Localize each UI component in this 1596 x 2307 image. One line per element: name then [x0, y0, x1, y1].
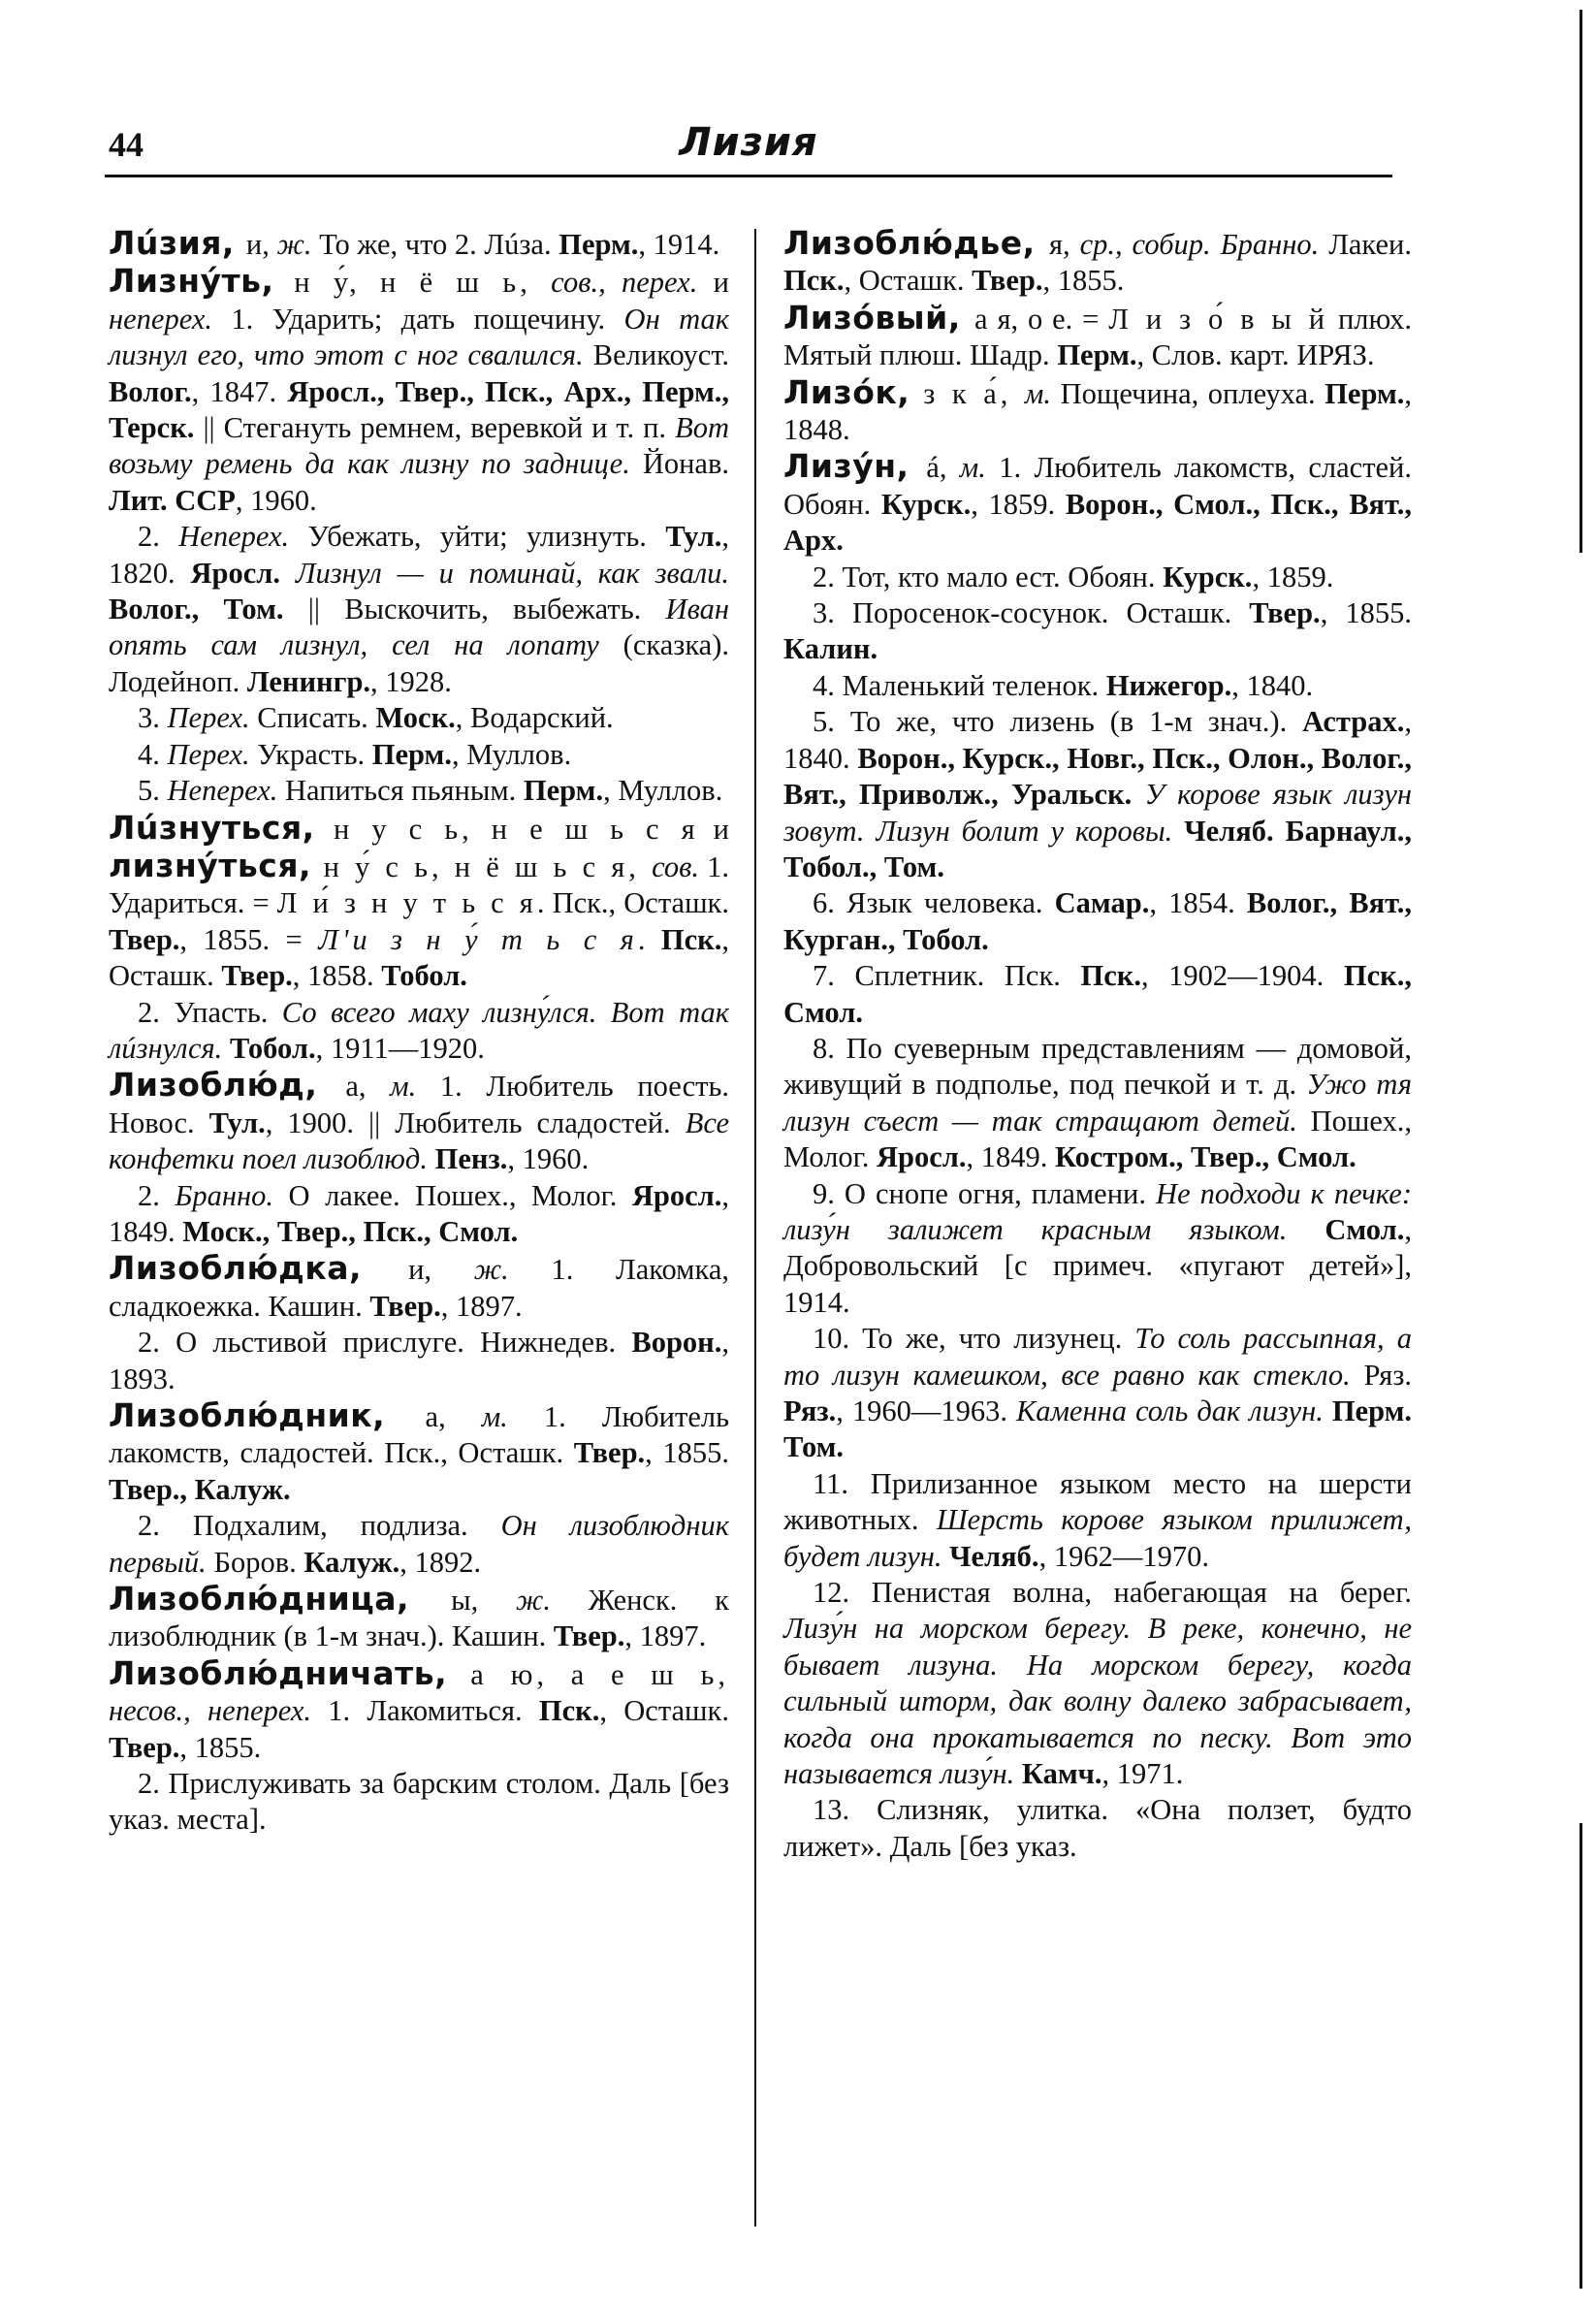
entry-text: . — [637, 922, 661, 956]
entry-text: 13. Слизняк, улитка. «Она ползет, будто лижет». Даль [без указ. — [783, 1793, 1412, 1863]
entry-text: , 1848. — [783, 376, 1412, 447]
headword: Лизо́к, — [783, 372, 924, 411]
entry-text: Лизу́н на морском берегу. В реке, конечно, не бывает лизуна. На морском берегу, когда сильный шторм, дак волну далеко забрасывает, когда она прокатывается по песку. Вот это называется лизу́н. — [783, 1612, 1412, 1791]
dictionary-entry — [783, 885, 1412, 958]
dictionary-entry — [783, 958, 1412, 1031]
entry-text: , Добровольский [с примеч. «пугают детей»], 1914. — [783, 1212, 1413, 1319]
entry-text — [1014, 1757, 1022, 1790]
entry-text: , Осташк. — [844, 264, 973, 298]
entry-text: м. — [959, 451, 986, 485]
headword: Лизу́н, — [783, 447, 927, 486]
entry-text: Волог., Том. — [109, 593, 284, 626]
page-header — [105, 114, 1392, 177]
entry-text: , 1859. — [971, 487, 1066, 521]
entry-text: 2. Прислуживать за барским столом. Даль [без указ. места]. — [109, 1767, 729, 1837]
dictionary-entry — [109, 1397, 729, 1508]
entry-text: Пощечина, оплеуха. — [1051, 376, 1325, 410]
page-number: 44 — [109, 125, 144, 164]
entry-text: Перех. — [167, 737, 250, 771]
entry-text: Пск. — [1080, 959, 1141, 993]
entry-text: Он лизоблюдник первый. — [109, 1509, 729, 1579]
entry-text: , 1960—1963. — [836, 1394, 1016, 1427]
entry-text: , 1855. — [1042, 264, 1125, 298]
entry-text: Пск. — [660, 922, 722, 956]
entry-text: Твер. — [1249, 596, 1321, 630]
dictionary-entry — [109, 810, 729, 995]
dictionary-entry — [783, 1575, 1412, 1792]
entry-text: 2. — [138, 520, 179, 554]
entry-text: Пск. — [783, 264, 845, 298]
entry-text: Тобол. — [229, 1031, 316, 1065]
dictionary-entry — [783, 448, 1412, 559]
entry-text: Убежать, уйти; улизнуть. — [289, 520, 666, 554]
dictionary-entry — [783, 1466, 1412, 1575]
entry-text: Шерсть корове языком прилижет, будет лизун. — [783, 1503, 1412, 1573]
dictionary-entry — [783, 704, 1412, 885]
entry-text: , 1855. = — [179, 922, 319, 956]
entry-text: , 1847. — [191, 374, 288, 408]
entry-text: Перм. — [559, 228, 639, 261]
entry-text: и, — [408, 1253, 474, 1287]
dictionary-entry — [783, 595, 1412, 668]
headword: Лизо́вый, — [783, 298, 975, 336]
running-head: Лизия — [679, 120, 818, 165]
entry-text: , Осташк. — [109, 922, 730, 993]
headword: Лизоблю́дничать, — [109, 1653, 471, 1692]
entry-text: 12. Пенистая волна, набегающая на берег. — [813, 1576, 1412, 1610]
dictionary-entry — [783, 1792, 1412, 1865]
entry-text: Неперех. — [178, 520, 290, 554]
entry-text: неперех. — [109, 302, 213, 336]
entry-text: , 1914. — [638, 228, 720, 261]
dictionary-entry — [783, 225, 1412, 300]
entry-text: Напиться пьяным. — [277, 774, 524, 808]
entry-text: 2. Упасть. — [138, 995, 282, 1029]
entry-text: á, — [926, 451, 960, 485]
headword: Лúзия, — [109, 224, 246, 262]
entry-text: Волог., Вят., Курган., Тобол. — [783, 886, 1413, 956]
entry-text — [1324, 1394, 1332, 1427]
entry-text: У корове язык лизун зовут. Лизун болит у коровы. — [783, 778, 1413, 848]
entry-text: Твер. — [109, 1730, 180, 1764]
scan-edge-mark — [1580, 10, 1582, 553]
entry-text: Твер. — [972, 264, 1043, 298]
entry-text: || Стегануть ремнем, веревкой и т. п. — [194, 411, 676, 445]
entry-text: 1. Удариться. = — [109, 849, 729, 920]
entry-text: Курск. — [880, 487, 972, 521]
entry-text: 11. Прилизанное языком место на шерсти животных. — [783, 1466, 1412, 1537]
entry-text: ы, — [451, 1584, 517, 1618]
entry-text: , 1962—1970. — [1038, 1539, 1209, 1573]
dictionary-entry — [783, 300, 1412, 374]
dictionary-entry — [109, 1508, 729, 1581]
entry-text: и, — [245, 228, 277, 261]
entry-text: 1. Лакомиться. — [311, 1694, 539, 1728]
entry-text: Л и з о́ в ы й — [1108, 302, 1329, 336]
right-column — [783, 225, 1412, 1865]
entry-text: Все конфетки поел лизоблюд. — [109, 1105, 730, 1176]
entry-text: , 1855. — [1320, 596, 1412, 630]
headword: Лизоблю́дка, — [109, 1249, 409, 1288]
entry-text: Тобол. — [381, 959, 467, 993]
entry-text: Твер. — [109, 922, 180, 956]
entry-text: 4. Маленький теленок. — [813, 668, 1106, 702]
entry-text: Со всего маху лизну́лся. Вот так лúзнулся. — [109, 995, 729, 1065]
entry-text: , 1971. — [1101, 1757, 1184, 1791]
entry-text: , 1897. — [440, 1289, 523, 1323]
headword: лизну́ться, — [109, 846, 324, 884]
entry-text: , 1960. — [507, 1142, 590, 1176]
entry-text: м. — [481, 1400, 508, 1433]
dictionary-entry — [109, 1766, 729, 1839]
entry-text: Камч. — [1021, 1757, 1102, 1791]
entry-text: 5. — [138, 774, 168, 808]
entry-text: Ленингр. — [246, 664, 371, 698]
entry-text: , 1849. — [109, 1178, 730, 1248]
dictionary-entry — [109, 737, 729, 773]
entry-text: Твер. — [553, 1619, 625, 1653]
entry-text — [1172, 815, 1184, 848]
entry-text: , Водарский. — [455, 701, 614, 735]
entry-text: 1. Любитель лакомств, сладостей. Пск., Осташк. — [109, 1400, 729, 1470]
entry-text — [428, 1142, 435, 1175]
entry-text: я, — [1048, 228, 1080, 261]
entry-text: Украсть. — [249, 737, 372, 771]
entry-text: 1. Ударить; дать пощечину. — [212, 302, 624, 336]
entry-text: , Муллов. — [603, 774, 723, 808]
dictionary-entry — [109, 995, 729, 1068]
entry-text: 1. Любитель лакомств, сластей. Обоян. — [783, 451, 1413, 521]
entry-text: Лакеи. — [1319, 228, 1412, 261]
dictionary-entry — [109, 700, 729, 736]
entry-text: ж. — [276, 228, 312, 261]
dictionary-entry — [783, 374, 1412, 449]
entry-text: Пск., Смол. — [783, 959, 1412, 1029]
entry-text: Бранно. — [175, 1178, 274, 1212]
dictionary-entry — [783, 560, 1412, 595]
entry-text — [1287, 1213, 1325, 1246]
entry-text: Тул. — [665, 520, 722, 554]
entry-text: и — [698, 812, 729, 846]
entry-text: 3. — [138, 701, 168, 735]
entry-text: 2. Подхалим, подлиза. — [138, 1509, 501, 1543]
headword: Лизоблю́дье, — [783, 224, 1049, 262]
entry-text: , 1911—1920. — [315, 1031, 485, 1065]
entry-text: 9. О снопе огня, пламени. — [813, 1176, 1157, 1210]
entry-text: Волог. — [109, 374, 192, 408]
dictionary-entry — [783, 668, 1412, 704]
entry-text: и — [697, 266, 729, 300]
headword: Лизоблю́дник, — [109, 1396, 426, 1434]
entry-text: Самар. — [1054, 886, 1150, 920]
entry-text: 3. Поросенок-сосунок. Осташк. — [813, 596, 1250, 630]
entry-text: а, — [345, 1070, 391, 1104]
entry-text: Яросл. — [190, 556, 280, 590]
entry-text: 7. Сплетник. Пск. — [813, 959, 1081, 993]
entry-text: Ужо тя лизун съест — так стращают детей. — [783, 1068, 1412, 1137]
entry-text: м. — [390, 1070, 417, 1104]
entry-text: , 1900. || Любитель сладостей. — [265, 1105, 686, 1139]
entry-text: Яросл. — [877, 1140, 967, 1174]
entry-text: Пск. — [538, 1694, 600, 1728]
entry-text: Ворон., Смол., Пск., Вят., Арх. — [783, 487, 1412, 558]
entry-text: 8. По суеверным представлениям — домовой, живущий в подполье, под печкой и т. д. — [783, 1031, 1412, 1102]
entry-text: сов., перех. — [551, 266, 698, 300]
dictionary-entry — [109, 1325, 729, 1397]
entry-text: , 1858. — [292, 959, 382, 993]
entry-text: Перм. — [371, 737, 452, 771]
entry-text: Перм. — [523, 774, 604, 808]
left-column — [109, 225, 729, 1839]
entry-text: , Осташк. — [599, 1694, 729, 1728]
entry-text: 4. — [138, 737, 168, 771]
entry-text: Астрах. — [1302, 705, 1405, 739]
entry-text: 5. То же, что лизень (в 1-м знач.). — [813, 705, 1303, 739]
dictionary-entry — [783, 1321, 1412, 1466]
entry-text: Перех. — [167, 701, 250, 735]
entry-text — [1132, 778, 1144, 811]
entry-text: Твер. — [221, 959, 293, 993]
entry-text: Не подходи к печке: лизу́н залижет красным языком. — [783, 1176, 1412, 1246]
entry-text: Пенз. — [434, 1142, 508, 1176]
entry-text — [222, 1032, 230, 1065]
entry-text: , 1854. — [1149, 886, 1247, 920]
entry-text: (сказка). Лодейноп. — [109, 628, 729, 698]
headword: Лизну́ть, — [109, 262, 295, 301]
entry-text: , Муллов. — [451, 737, 572, 771]
entry-text: , 1897. — [624, 1619, 707, 1653]
entry-text: 2. О льстивой прислуге. Нижнедев. — [138, 1326, 632, 1360]
entry-text: м. — [1024, 376, 1052, 410]
entry-text: 2. Тот, кто мало ест. Обоян. — [813, 560, 1164, 593]
entry-text: Ряз. — [1350, 1358, 1412, 1392]
dictionary-entry — [109, 263, 729, 519]
entry-text: Вот возьму ремень да как лизну по заднице. — [109, 411, 729, 481]
entry-text: Он так лизнул его, что этот с ног свалился. — [109, 302, 729, 372]
dictionary-entry — [109, 1178, 729, 1251]
dictionary-entry — [109, 773, 729, 809]
entry-text: Калуж. — [303, 1545, 400, 1579]
entry-text: Женск. к лизоблюдник (в 1-м знач.). Кашин. — [109, 1584, 729, 1653]
entry-text: Перм. — [1325, 376, 1405, 410]
entry-text: 1. Любитель поесть. Новос. — [109, 1070, 729, 1139]
entry-text: а я, о е. = — [974, 302, 1109, 336]
entry-text: Л и́ з н у т ь с я — [276, 886, 537, 920]
entry-text: , 1892. — [399, 1545, 482, 1579]
entry-text: н у́ с ь, н ё ш ь с я, — [323, 849, 653, 883]
entry-text: Боров. — [206, 1545, 304, 1579]
entry-text: Смол. — [1325, 1212, 1405, 1246]
entry-text: сов. — [652, 849, 699, 883]
entry-text: Ворон., Курск., Новг., Пск., Олон., Волог., Вят., Приволж., Уральск. — [783, 741, 1412, 812]
entry-text: 2. — [138, 1178, 176, 1212]
scan-edge-mark — [1580, 1823, 1582, 2289]
entry-text: а ю, а е ш ь, — [470, 1657, 729, 1691]
entry-text: ж. — [516, 1584, 552, 1618]
headword: Лизоблю́д, — [109, 1066, 346, 1105]
entry-text: О лакее. Пошех., Молог. — [273, 1178, 632, 1212]
entry-text: Челяб. Барнаул., Тобол., Том. — [783, 814, 1412, 883]
entry-text: Яросл., Твер., Пск., Арх., Перм., Терск. — [109, 374, 730, 445]
entry-text: 10. То же, что лизунец. — [813, 1322, 1135, 1356]
dictionary-entry — [783, 1176, 1412, 1322]
entry-text: Л'и з н у́ т ь с я — [318, 922, 638, 956]
entry-text: ж. — [473, 1253, 509, 1287]
entry-text: , 1855. — [179, 1730, 262, 1764]
entry-text: , 1859. — [1252, 560, 1334, 593]
entry-text: , 1902—1904. — [1140, 959, 1344, 993]
entry-text: Твер. — [573, 1436, 646, 1470]
entry-text: , 1840. — [783, 705, 1412, 775]
entry-text: То же, что 2. Лúза. — [311, 228, 559, 261]
entry-text: Моск. — [375, 701, 456, 735]
headword: Лизоблю́дница, — [109, 1580, 452, 1618]
entry-text: ср., собир. Бранно. — [1079, 228, 1320, 261]
dictionary-entry — [109, 1067, 729, 1177]
entry-text: Челяб. — [949, 1539, 1039, 1573]
entry-text: , 1849. — [966, 1140, 1056, 1174]
entry-text: , 1960. — [235, 483, 317, 517]
dictionary-entry — [109, 225, 729, 263]
entry-text: || Выскочить, выбежать. — [283, 593, 666, 626]
entry-text: Нижегор. — [1105, 668, 1232, 702]
entry-text: . Пск., Осташк. — [536, 886, 729, 920]
entry-text: Тул. — [208, 1105, 266, 1139]
entry-text: Списать. — [249, 701, 376, 735]
entry-text: Твер., Калуж. — [109, 1472, 291, 1506]
entry-text: Костром., Твер., Смол. — [1055, 1140, 1357, 1174]
entry-text: Калин. — [783, 632, 878, 666]
entry-text: Иван опять сам лизнул, сел на лопату — [109, 593, 729, 662]
entry-text: То соль рассыпная, а то лизун камешком, все равно как стекло. — [783, 1322, 1412, 1392]
entry-text: несов., неперех. — [109, 1694, 312, 1728]
entry-text — [942, 1540, 950, 1573]
entry-text: , 1893. — [109, 1326, 729, 1395]
entry-text: , Слов. карт. ИРЯЗ. — [1136, 338, 1375, 372]
entry-text: Неперех. — [167, 774, 278, 808]
entry-text: плюх. Мятый плюш. Шадр. — [783, 302, 1412, 372]
entry-text: Ворон. — [631, 1326, 722, 1360]
entry-text: н у́, н ё ш ь, — [294, 266, 552, 300]
entry-text: Ряз. — [783, 1394, 837, 1427]
entry-text: , 1820. — [109, 520, 729, 590]
dictionary-entry — [109, 1581, 729, 1655]
dictionary-entry — [783, 1031, 1412, 1176]
entry-text: 6. Язык человека. — [813, 886, 1055, 920]
entry-text: Перм. Том. — [783, 1394, 1412, 1464]
headword: Лúзнуться, — [109, 808, 335, 847]
dictionary-entry — [109, 519, 729, 700]
entry-text: Лит. ССР — [109, 483, 236, 517]
entry-text: Йонав. — [629, 447, 729, 481]
column-divider — [754, 229, 756, 2227]
entry-text: н у с ь, н е ш ь с я — [334, 812, 699, 846]
entry-text: Яросл. — [631, 1178, 722, 1212]
entry-text: Моск., Твер., Пск., Смол. — [182, 1214, 519, 1248]
entry-text: Твер. — [369, 1289, 441, 1323]
entry-text: 1. Лакомка, сладкоежка. Кашин. — [109, 1253, 730, 1323]
entry-text: Лизнул — и поминай, как звали. — [295, 556, 730, 590]
entry-text: , 1928. — [370, 664, 452, 698]
entry-text: Великоуст. — [583, 338, 730, 372]
entry-text: , 1840. — [1231, 668, 1314, 702]
entry-text: а, — [425, 1400, 482, 1433]
entry-text: Курск. — [1163, 560, 1253, 593]
dictionary-entry — [109, 1250, 729, 1325]
dictionary-entry — [109, 1655, 729, 1766]
entry-text: Перм. — [1057, 338, 1137, 372]
entry-text — [280, 557, 296, 590]
entry-text: , 1855. — [645, 1436, 729, 1470]
entry-text: Каменна соль дак лизун. — [1015, 1394, 1324, 1427]
entry-text: Пошех., Молог. — [783, 1104, 1412, 1174]
entry-text: з к а́, — [923, 376, 1025, 410]
